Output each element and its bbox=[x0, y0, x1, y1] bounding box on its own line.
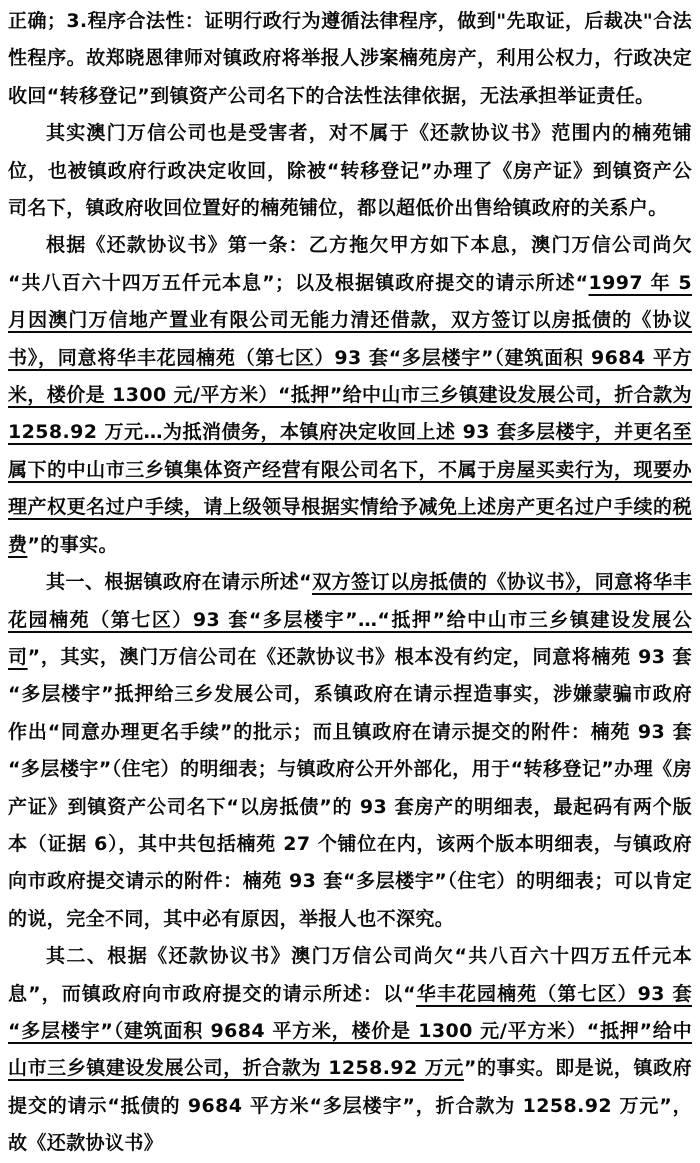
paragraph bbox=[8, 564, 692, 938]
text-segment: 其一、根据镇政府在请示所述“ bbox=[46, 571, 313, 594]
document-text bbox=[8, 3, 692, 1163]
text-segment: ”的事实。 bbox=[27, 533, 118, 556]
text-segment: ”的事实。即是说，镇政府提交的请示“抵债的 9684 平方米“多层楼宇”，折合款为 1258.92 万元”，故《还款协议书》 bbox=[8, 1057, 692, 1155]
text-segment: 其实澳门万信公司也是受害者，对不属于《还款协议书》范围内的楠苑铺位，也被镇政府行政决定收回，除被“转移登记”办理了《房产证》到镇资产公司名下，镇政府收回位置好的楠苑铺位，都以超低价出售给镇政府的关系户。 bbox=[8, 122, 692, 220]
underlined-segment: 1997 年 5 月因澳门万信地产置业有限公司无能力清还借款，双方签订以房抵债的《协议书》，同意将华丰花园楠苑（第七区）93 套“多层楼宇”（建筑面积 9684 平方米，楼价是 1300 元/平方米）“抵押”给中山市三乡镇建设发展公司，折合款为 1258.92 万元…为抵消债务，本镇府决定收回上述 93 套多层楼宇，并更名至属下的中山市三乡镇集体资产经营有限公司名下，不属于房屋买卖行为，现要办理产权更名过户手续，请上级领导根据实情给予减免上述房产更名过户手续的税费 bbox=[8, 271, 692, 556]
underlined-segment: 双方签订以房抵债的《协议书》，同意将华丰花园楠苑（第七区）93 套“多层楼宇”…“抵押”给中山市三乡镇建设发展公司 bbox=[8, 571, 692, 668]
text-segment: ”，其实，澳门万信公司在《还款协议书》根本没有约定，同意将楠苑 93 套“多层楼宇”抵押给三乡发展公司，系镇政府在请示捏造事实，涉嫌蒙骗市政府作出“同意办理更名手续”的批示；而且镇政府在请示提交的附件：楠苑 93 套“多层楼宇”（住宅）的明细表；与镇政府公开外部化，用于“转移登记”办理《房产证》到镇资产公司名下“以房抵债”的 93 套房产的明细表，最起码有两个版本（证据 6），其中共包括楠苑 27 个铺位在内，该两个版本明细表，与镇政府向市政府提交请示的附件：楠苑 93 套“多层楼宇”（住宅）的明细表；可以肯定的说，完全不同，其中必有原因，举报人也不深究。 bbox=[8, 645, 692, 930]
paragraph bbox=[8, 227, 692, 564]
underlined-segment: 华丰花园楠苑（第七区）93 套“多层楼宇”（建筑面积 9684 平方米，楼价是 1300 元/平方米）“抵押”给中山市三乡镇建设发展公司，折合款为 1258.92 万元 bbox=[8, 982, 692, 1080]
paragraph bbox=[8, 938, 692, 1162]
text-segment: 正确；3.程序合法性：证明行政行为遵循法律程序，做到"先取证，后裁决"合法性程序。故郑晓恩律师对镇政府将举报人涉案楠苑房产，利用公权力，行政决定收回“转移登记”到镇资产公司名下的合法性法律依据，无法承担举证责任。 bbox=[8, 10, 692, 107]
paragraph bbox=[8, 3, 692, 115]
paragraph bbox=[8, 115, 692, 227]
text-segment: 其二、根据《还款协议书》澳门万信公司尚欠“共八百六十四万五仟元本息”，而镇政府向市政府提交的请示所述：以“ bbox=[8, 945, 692, 1005]
text-segment: 根据《还款协议书》第一条：乙方拖欠甲方如下本息，澳门万信公司尚欠“共八百六十四万五仟元本息”；以及根据镇政府提交的请示所述“ bbox=[8, 234, 692, 294]
